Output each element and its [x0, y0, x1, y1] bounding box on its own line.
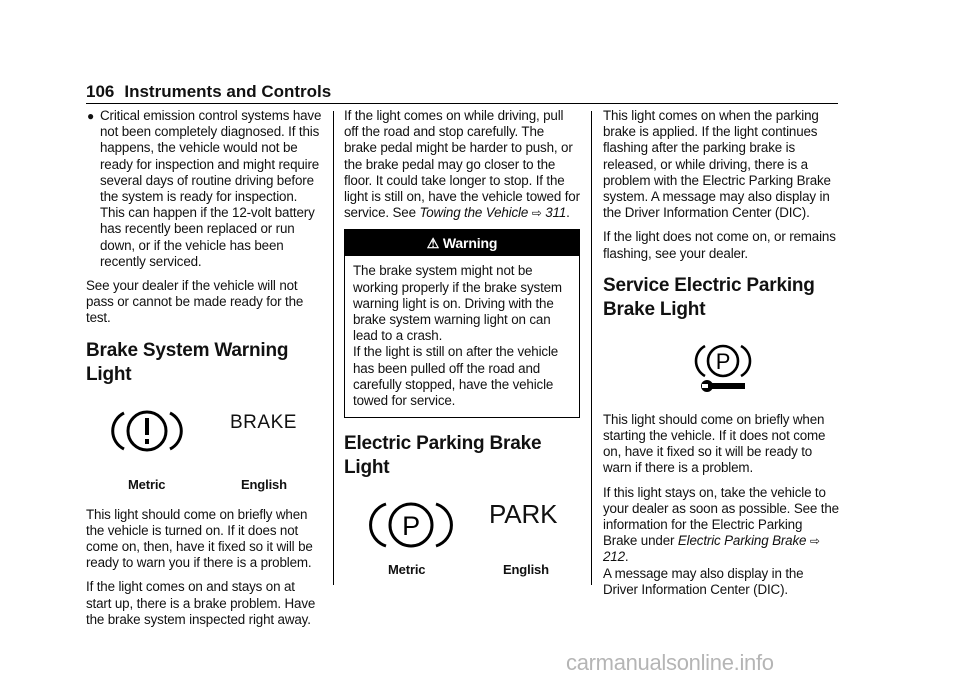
column-2: [344, 108, 580, 578]
epb-page-ref[interactable]: 212: [603, 549, 625, 565]
page-number: 106: [86, 82, 115, 101]
caption-english: English: [503, 562, 549, 578]
service-epb-heading: Service Electric Parking Brake Light: [603, 274, 815, 320]
stays-on-text: If this light stays on, take the vehicle to your dealer as soon as possible. See the information for the Electric Parking Brake under: [603, 484, 839, 549]
warning-header: [345, 230, 579, 256]
warning-text-2: If the light is still on after the vehicle has been pulled off the road and carefully stopped, have the vehicle towed for service.: [353, 344, 559, 409]
caption-metric: Metric: [128, 476, 166, 492]
column-divider-2: [591, 111, 592, 585]
warning-icon: ⚠: [426, 235, 440, 252]
period: .: [624, 549, 629, 565]
applied-paragraph: This light comes on when the parking brake is applied. If the light continues flashing after the parking brake is released, or while driving, there is a problem with the Electric Parking Brake system. A message may also display in the Driver Information Center (DIC).: [603, 108, 831, 221]
brief-paragraph: This light should come on briefly when the vehicle is turned on. If it does not come on, then, have it fixed so it will be ready to warn you if there is a problem.: [86, 506, 313, 571]
brake-english-icon: BRAKE: [230, 411, 297, 433]
warning-body: [345, 256, 579, 417]
header-rule: [86, 103, 838, 104]
warning-text-1: The brake system might not be working properly if the brake system warning light is on. Driving with the brake system warning light on can lead to a crash.: [353, 263, 562, 344]
epb-link[interactable]: Electric Parking Brake: [677, 533, 807, 549]
brake-warning-heading: Brake System Warning Light: [86, 339, 289, 385]
brake-icons: [86, 401, 322, 493]
column-divider-1: [333, 111, 334, 585]
page-ref-arrow-icon: ⇨: [809, 534, 820, 549]
towing-link[interactable]: Towing the Vehicle: [419, 205, 529, 221]
service-epb-letter: P: [715, 348, 731, 374]
warning-title: Warning: [442, 235, 498, 252]
towing-page-ref[interactable]: 311: [545, 205, 567, 221]
driving-paragraph: [344, 108, 580, 221]
period: .: [566, 205, 570, 221]
page-ref-arrow-icon: ⇨: [531, 206, 542, 221]
service-epb-icon: [693, 336, 763, 396]
epb-heading: Electric Parking Brake Light: [344, 433, 542, 479]
dic-paragraph: A message may also display in the Driver Information Center (DIC).: [603, 565, 804, 597]
startup-paragraph: If the light comes on and stays on at start up, there is a brake problem. Have the brake system inspected right away.: [86, 579, 316, 627]
bullet-icon: ●: [87, 109, 95, 123]
caption-english: English: [241, 476, 287, 492]
column-3: [603, 108, 839, 606]
watermark: carmanualsonline.info: [566, 650, 774, 675]
epb-icons: [344, 494, 580, 578]
epb-metric-icon: [366, 494, 476, 554]
dealer-paragraph: See your dealer if the vehicle will not pass or cannot be made ready for the test.: [86, 278, 304, 326]
warning-box: [344, 229, 580, 418]
service-epb-icon-wrap: [603, 336, 839, 412]
page-header: [86, 82, 838, 104]
section-title: Instruments and Controls: [124, 82, 332, 101]
service-brief-paragraph: This light should come on briefly when starting the vehicle. If it does not come on, have it fixed so it will be ready to warn if there is a problem.: [603, 411, 826, 476]
column-1: [86, 108, 322, 636]
dealer-flashing-paragraph: If the light does not come on, or remains flashing, see your dealer.: [603, 229, 836, 261]
epb-english-icon: PARK: [489, 499, 558, 530]
epb-metric-letter: P: [402, 511, 420, 542]
caption-metric: Metric: [388, 562, 426, 578]
bullet-item: [86, 108, 322, 270]
bullet-text: Critical emission control systems have not been completely diagnosed. If this happens, the vehicle would not be ready for inspection and might require several days of routine driving before the system is ready for inspection. This can happen if the 12-volt battery has recently been replaced or run down, or if the vehicle has been recently serviced.: [100, 108, 322, 269]
stays-on-paragraph: [603, 485, 839, 566]
driving-text: If the light comes on while driving, pull off the road and stop carefully. The brake pedal might be harder to push, or the brake pedal may go closer to the floor. It could take longer to stop. If the light is still on, have the vehicle towed for service. See: [344, 108, 580, 221]
